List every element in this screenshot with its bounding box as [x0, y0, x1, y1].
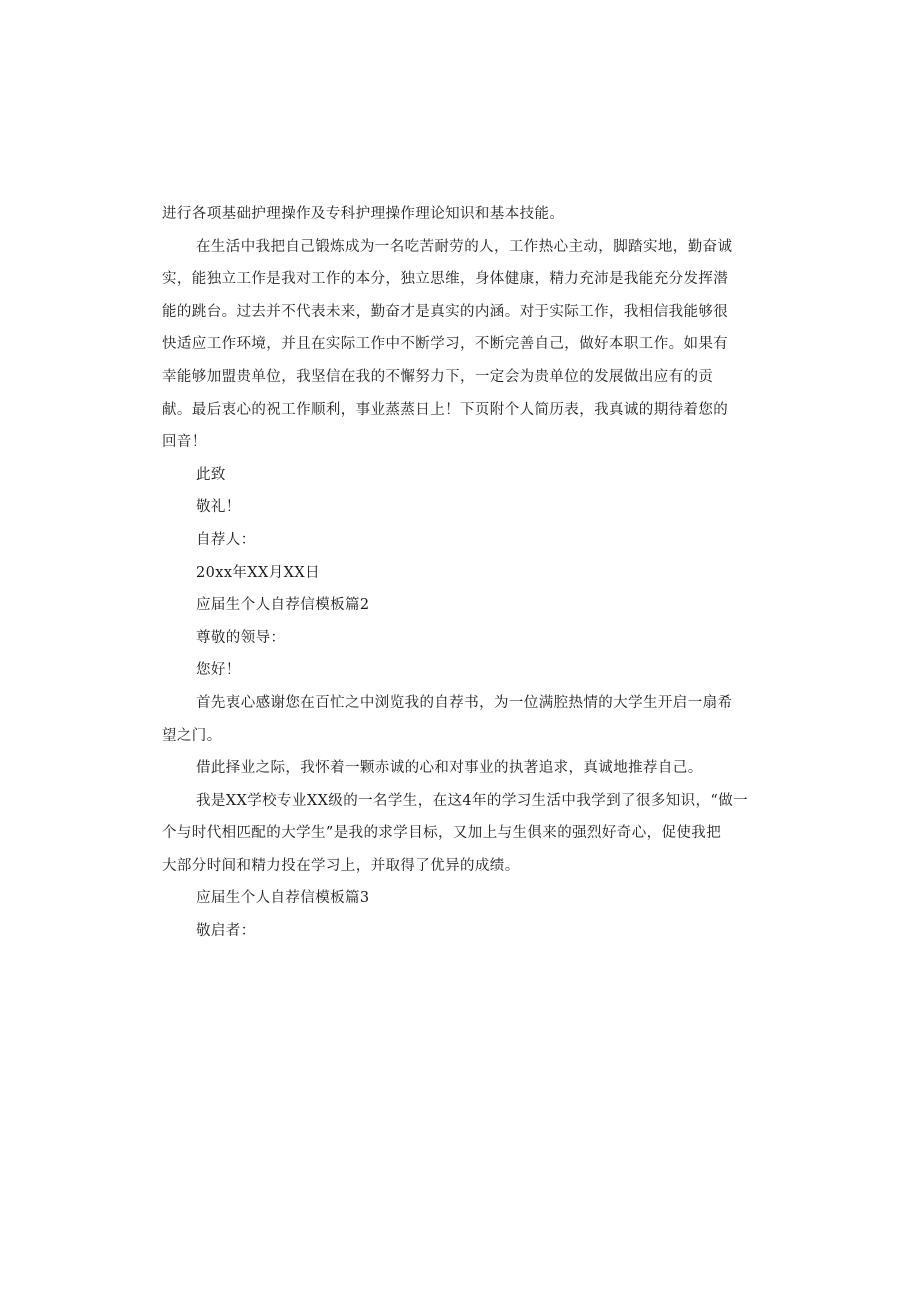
text-line: 在生活中我把自己锻炼成为一名吃苦耐劳的人，工作热心主动，脚踏实地，勤奋诚	[196, 238, 733, 255]
salutation-3: 敬启者：	[196, 923, 256, 940]
text-line: 我是XX学校专业XX级的一名学生，在这4年的学习生活中我学到了很多知识，“做一	[196, 792, 749, 809]
closing-line-1: 此致	[196, 466, 226, 483]
section-heading-3: 应届生个人自荐信模板篇3	[196, 890, 370, 907]
paragraph-school	[162, 785, 757, 883]
salutation-2: 尊敬的领导：	[196, 629, 286, 646]
text-line: 回音！	[162, 434, 207, 451]
text-line: 实，能独立工作是我对工作的本分，独立思维，身体健康，精力充沛是我能充分发挥潜	[162, 271, 729, 288]
greeting-2: 您好！	[196, 662, 241, 679]
paragraph-recommend: 借此择业之际，我怀着一颗赤诚的心和对事业的执著追求，真诚地推荐自己。	[196, 760, 703, 777]
text-line: 个与时代相匹配的大学生”是我的求学目标，又加上与生俱来的强烈好奇心，促使我把	[162, 825, 722, 842]
text-line: 进行各项基础护理操作及专科护理操作理论知识和基本技能。	[162, 206, 565, 222]
text-line: 能的跳台。过去并不代表未来，勤奋才是真实的内涵。对于实际工作，我相信我能够很	[162, 303, 729, 320]
document-page	[162, 198, 757, 948]
closing-line-2: 敬礼！	[196, 499, 241, 516]
paragraph-life	[162, 231, 757, 459]
text-line: 望之门。	[162, 727, 222, 744]
text-line: 献。最后衷心的祝工作顺利，事业蒸蒸日上！下页附个人简历表，我真诚的期待着您的	[162, 401, 729, 418]
text-line: 首先衷心感谢您在百忙之中浏览我的自荐书，为一位满腔热情的大学生开启一扇希	[196, 694, 733, 711]
text-line: 快适应工作环境，并且在实际工作中不断学习，不断完善自己，做好本职工作。如果有	[162, 336, 729, 353]
section-heading-2: 应届生个人自荐信模板篇2	[196, 597, 370, 614]
text-line: 大部分时间和精力投在学习上，并取得了优异的成绩。	[162, 857, 520, 874]
signer-label: 自荐人：	[196, 531, 256, 548]
paragraph-thanks	[162, 687, 757, 752]
text-line: 幸能够加盟贵单位，我坚信在我的不懈努力下，一定会为贵单位的发展做出应有的贡	[162, 368, 714, 385]
letter-date: 20xx年XX月XX日	[196, 564, 320, 581]
